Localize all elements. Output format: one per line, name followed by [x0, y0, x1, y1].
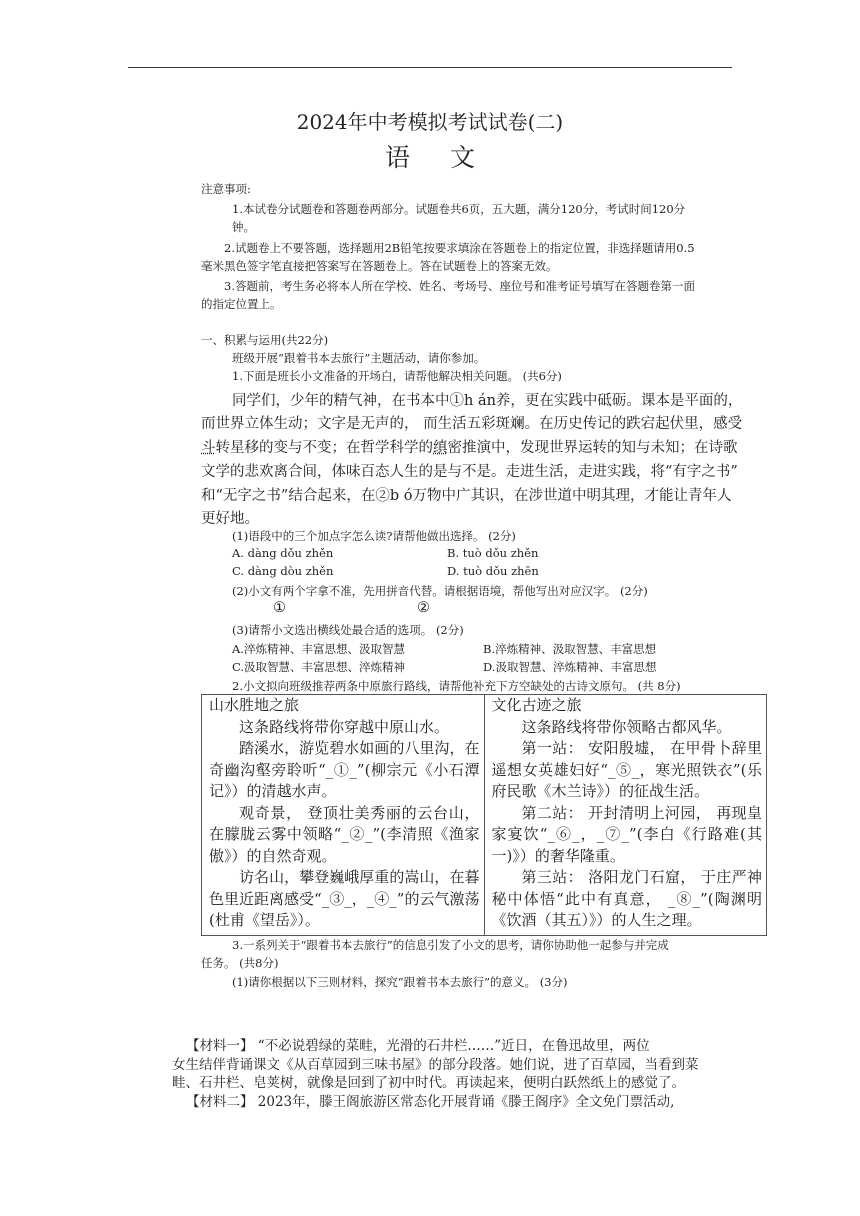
passage-line-4: 文学的悲欢离合间，体味百态人生的是与不是。走进生活，走进实践，将“有字之书” [201, 464, 738, 480]
question-1-3: (3)请帮小文选出横线处最合适的选项。 (2分) [232, 623, 464, 637]
route-left-p4: 访名山，攀登巍峨厚重的嵩山，在暮色里近距离感受“_③_，_④_”的云气激荡(杜甫《望岳》）。 [209, 868, 480, 929]
exam-title: 2024年中考模拟考试试卷(二) [296, 110, 564, 134]
passage-line-2: 而世界立体生动；文字是无声的， 而生活五彩斑斓。在历史传记的跌宕起伏里，感受 [201, 416, 743, 432]
question-3: 3.一系列关于“跟着书本去旅行”的信息引发了小文的思考，请你协助他一起参与并完成 [232, 938, 669, 952]
subject-title: 语 文 [385, 143, 491, 172]
material-2-line-1: 【材料二】 2023年，滕王阁旅游区常态化开展背诵《滕王阁序》全文免门票活动, [186, 1094, 675, 1110]
notice-item-1-cont: 钟。 [232, 220, 255, 234]
option-1-1-a: A. dàng dǒu zhěn [232, 546, 334, 560]
passage-line-6: 更好地。 [201, 511, 259, 527]
passage-line-5: 和“无字之书”结合起来，在②b ó万物中广其识，在涉世道中明其理，才能让青年人 [201, 488, 732, 504]
material-1-line-2: 女生结伴背诵课文《从百草园到三味书屋》的部分段落。她们说，进了百草园，当看到菜 [172, 1057, 699, 1073]
route-left-cell [202, 695, 485, 936]
dotted-char-2: 缜 [433, 440, 448, 456]
notice-item-3-cont: 的指定位置上。 [201, 297, 282, 311]
passage-line-1: 同学们，少年的精气神，在书本中①h án养，更在实践中砥砺。课本是平面的， [232, 393, 743, 409]
answer-blank-1: ① [273, 600, 286, 616]
dotted-char-1: 斗 [201, 440, 216, 456]
option-1-1-d: D. tuò dǒu zhēn [447, 564, 539, 578]
notice-item-1: 1.本试卷分试题卷和答题卷两部分。试题卷共6页，五大题，满分120分，考试时间120分 [232, 202, 686, 216]
option-1-3-c: C.汲取智慧、丰富思想、淬炼精神 [232, 660, 406, 674]
section1-heading: 一、积累与运用(共22分) [201, 333, 329, 347]
route-right-p2: 第一站： 安阳殷墟， 在甲骨卜辞里遥想女英雄妇好“_⑤_，寒光照铁衣”(乐府民歌《木兰诗》）的征战生活。 [491, 739, 762, 800]
routes-table [201, 694, 767, 936]
route-left-p3: 观奇景， 登顶壮美秀丽的云台山， 在朦胧云雾中领略“_②_”(李清照《渔家傲》）的自然奇观。 [209, 803, 480, 865]
notice-item-2: 2.试题卷上不要答题，选择题用2B铅笔按要求填涂在答题卷上的指定位置，非选择题请用0.5 [224, 241, 695, 255]
answer-blank-2: ② [417, 600, 430, 616]
option-1-1-b: B. tuò dǒu zhěn [447, 546, 539, 560]
option-1-3-d: D.汲取智慧、淬炼精神、丰富思想 [483, 660, 657, 674]
route-left-p1: 这条路线将带你穿越中原山水。 [239, 717, 450, 736]
material-1-line-1: 【材料一】 “不必说碧绿的菜畦，光滑的石井栏……”近日，在鲁迅故里，两位 [186, 1038, 650, 1054]
option-1-3-b: B.淬炼精神、汲取智慧、丰富思想 [483, 642, 657, 656]
route-left-title: 山水胜地之旅 [209, 696, 300, 714]
material-1-line-3: 畦、石井栏、皂荚树，就像是回到了初中时代。再读起来，便明白跃然纸上的感觉了。 [172, 1075, 685, 1091]
notice-item-2-cont: 毫米黑色签字笔直接把答案写在答题卷上。答在试题卷上的答案无效。 [201, 259, 558, 273]
question-1-2: (2)小文有两个字拿不准，先用拼音代替。请根据语境，帮他写出对应汉字。 (2分) [232, 584, 648, 598]
route-right-p3: 第二站： 开封清明上河园， 再现皇家宴饮“_⑥_，_⑦_”(李白《行路难(其一)》）的奢华隆重。 [491, 803, 762, 865]
question-3-1: (1)请你根据以下三则材料，探究“跟着书本去旅行”的意义。 (3分) [232, 975, 568, 989]
route-right-title: 文化古迹之旅 [491, 696, 582, 714]
notice-item-3: 3.答题前，考生务必将本人所在学校、姓名、考场号、座位号和准考证号填写在答题卷第一面 [224, 279, 695, 293]
question-1-1: (1)语段中的三个加点字怎么读?请帮他做出选择。 (2分) [232, 529, 516, 543]
option-1-3-a: A.淬炼精神、丰富思想、汲取智慧 [232, 642, 405, 656]
route-right-p4: 第三站： 洛阳龙门石窟， 于庄严神秘中体悟“此中有真意， _⑧_”(陶渊明《饮酒（其五）》）的人生之理。 [491, 868, 762, 929]
top-rule [128, 67, 732, 68]
notice-heading: 注意事项: [201, 182, 251, 196]
route-right-p1: 这条路线将带你领略古都风华。 [521, 717, 732, 736]
section1-intro: 班级开展“跟着书本去旅行”主题活动，请你参加。 [232, 351, 486, 365]
question-2: 2.小文拟向班级推荐两条中原旅行路线，请帮他补充下方空缺处的古诗文原句。 (共 8分) [232, 679, 681, 693]
question-3-cont: 任务。 (共8分) [201, 956, 279, 970]
question-1: 1.下面是班长小文准备的开场白，请帮他解决相关问题。 (共6分) [232, 369, 562, 383]
route-left-p2: 踏溪水，游览碧水如画的八里沟，在奇幽沟壑旁聆听“_①_”(柳宗元《小石潭记》）的清越水声。 [209, 739, 480, 800]
route-right-cell [484, 695, 767, 936]
option-1-1-c: C. dàng dòu zhěn [232, 564, 334, 578]
passage-line-3: 斗转星移的变与不变；在哲学科学的缜密推演中，发现世界运转的知与未知；在诗歌 [201, 440, 738, 456]
